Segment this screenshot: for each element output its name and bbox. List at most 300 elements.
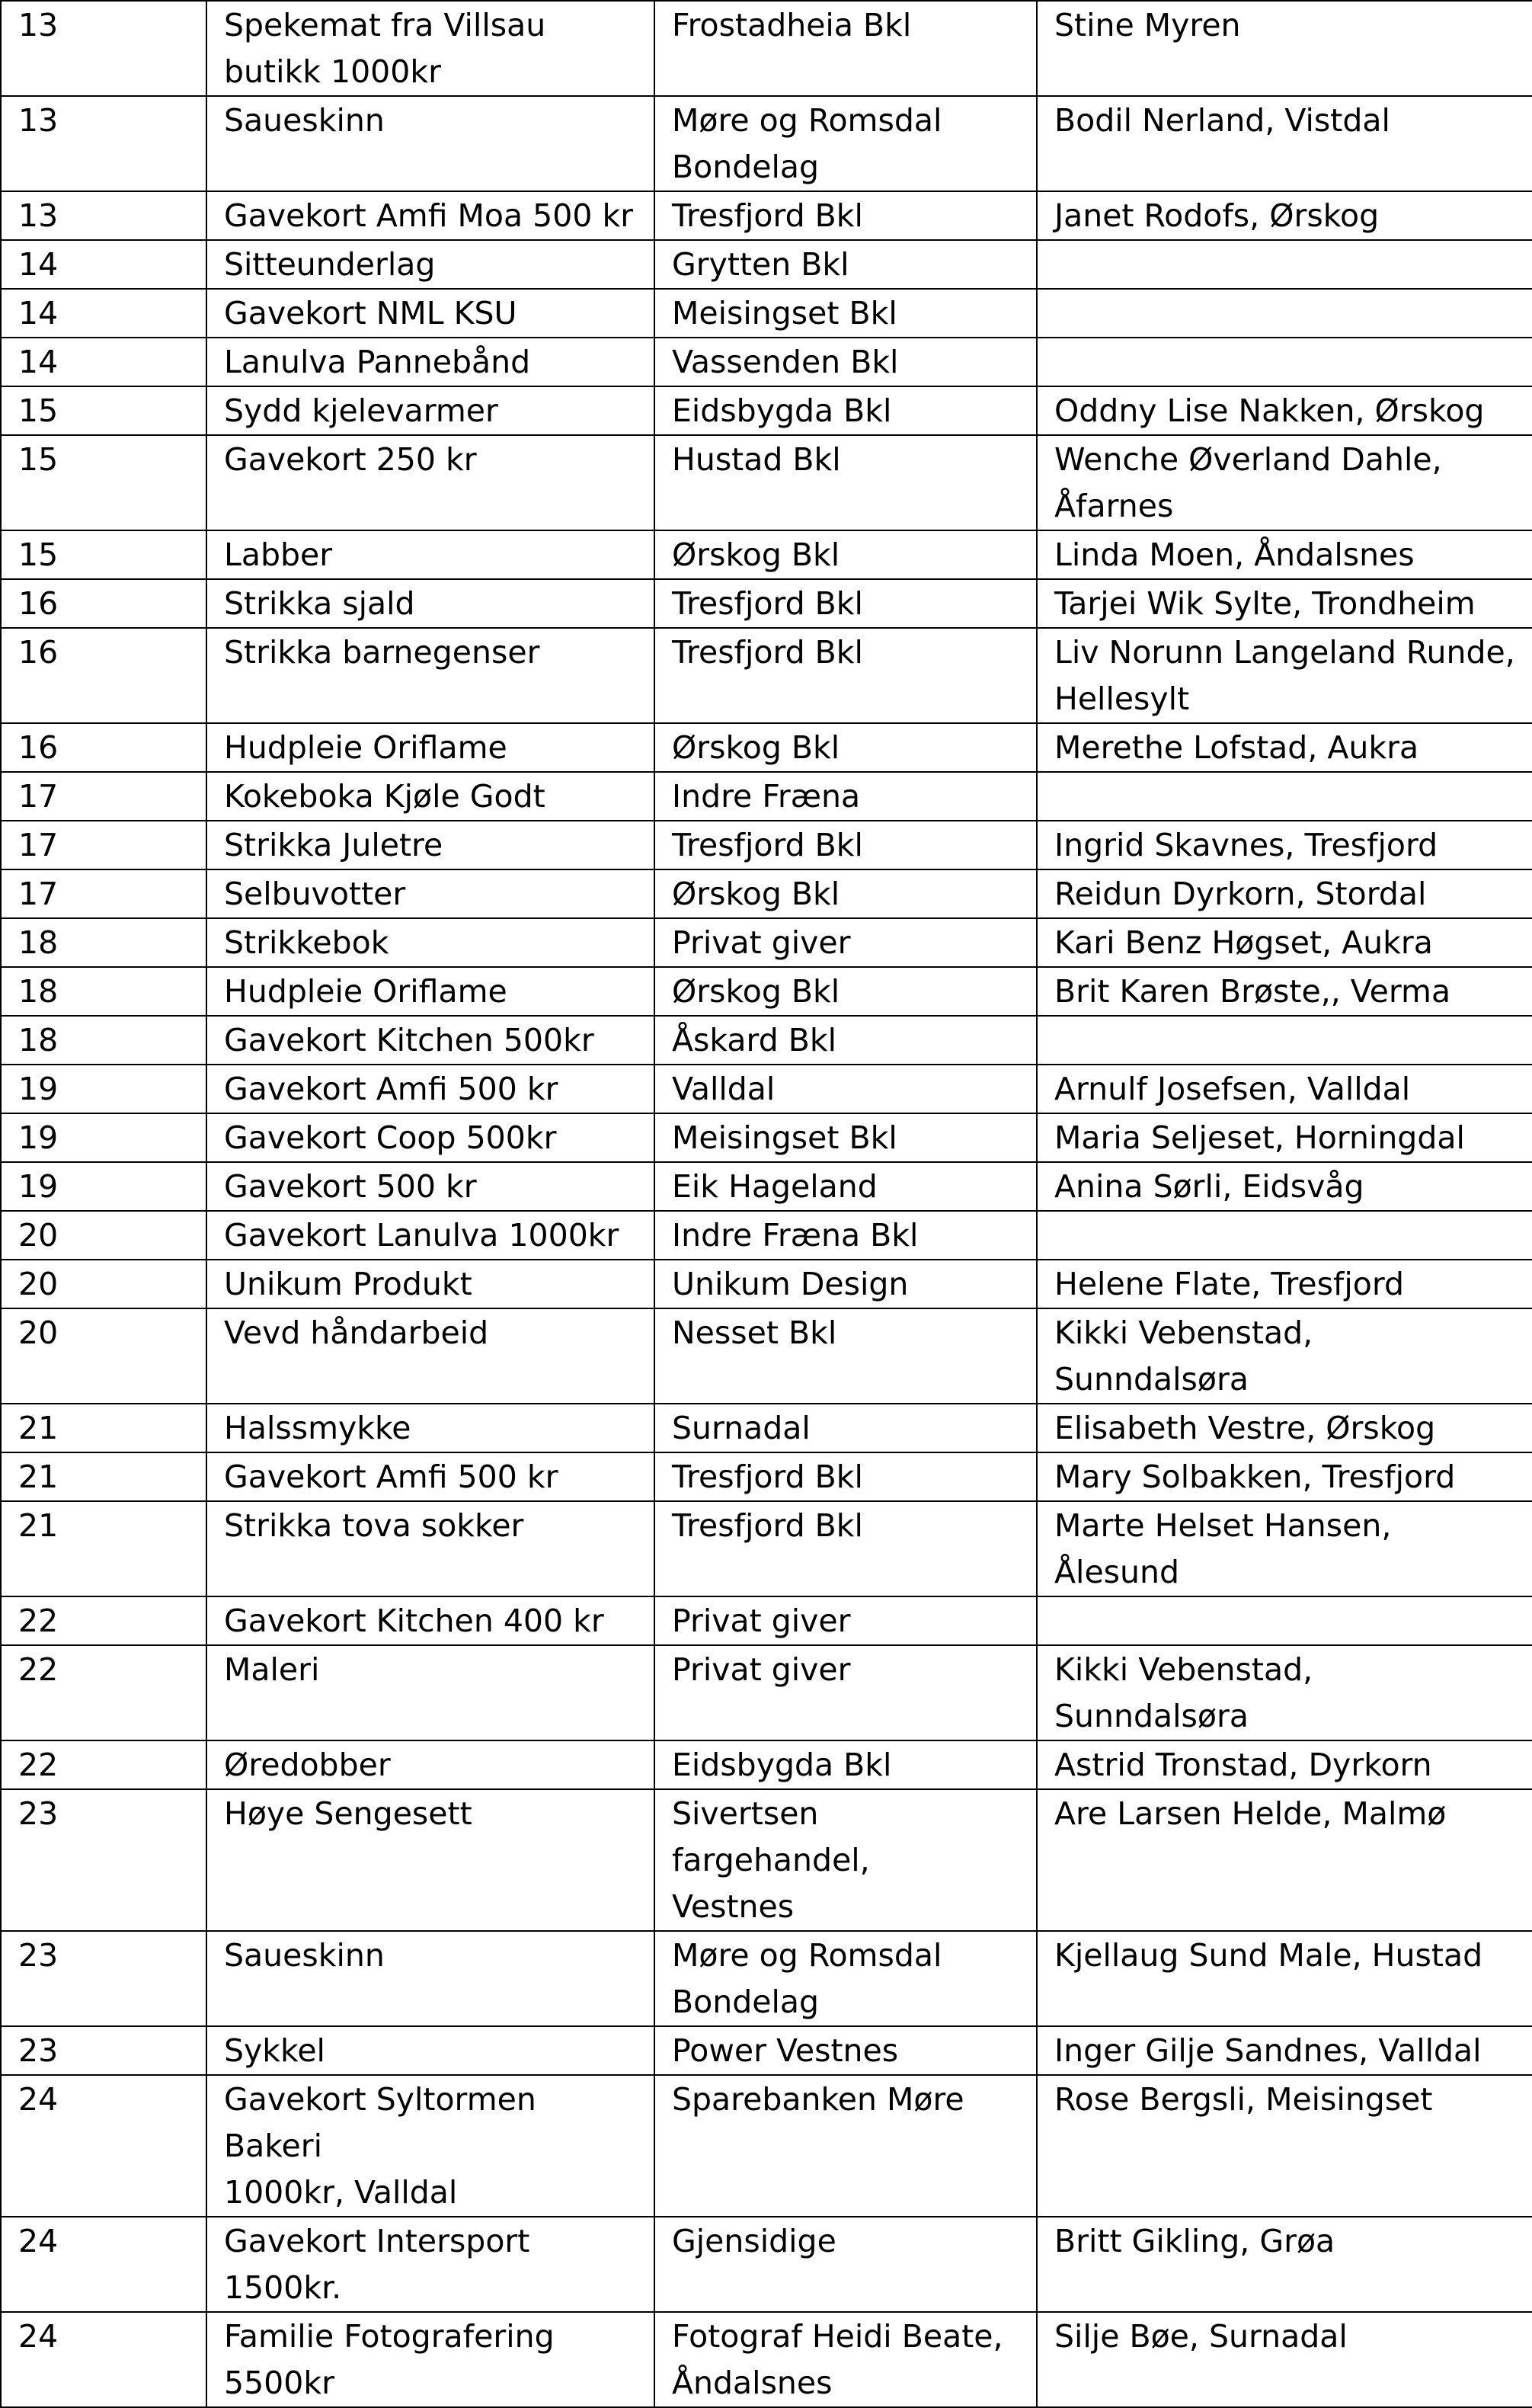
giver-text: Eik Hageland bbox=[672, 1168, 878, 1205]
table-row bbox=[1, 1065, 1532, 1113]
prize-text: Strikkebok bbox=[224, 924, 389, 961]
prize-cell bbox=[206, 191, 654, 240]
winner-cell bbox=[1037, 1501, 1532, 1596]
winner-text: Kikki Vebenstad, Sunndalsøra bbox=[1054, 1651, 1313, 1734]
giver-text: Ørskog Bkl bbox=[672, 729, 840, 766]
prize-cell bbox=[206, 821, 654, 869]
table-row bbox=[1, 628, 1532, 723]
prize-cell bbox=[206, 1, 654, 96]
day-cell bbox=[1, 1931, 206, 2026]
winner-text: Åfarnes bbox=[1054, 488, 1174, 524]
prize-text: Gavekort Lanulva 1000kr bbox=[224, 1217, 619, 1254]
prize-cell bbox=[206, 1016, 654, 1065]
prize-cell bbox=[206, 338, 654, 386]
winner-text: Liv Norunn Langeland Runde, bbox=[1054, 634, 1515, 671]
table-row bbox=[1, 386, 1532, 435]
prize-text: Strikka tova sokker bbox=[224, 1507, 524, 1544]
winner-cell bbox=[1037, 1, 1532, 96]
day-cell bbox=[1, 772, 206, 821]
winner-cell bbox=[1037, 1308, 1532, 1404]
day-cell bbox=[1, 386, 206, 435]
prize-text: Strikka barnegenser bbox=[224, 634, 540, 671]
prize-text: Saueskinn bbox=[224, 1937, 385, 1974]
giver-cell bbox=[654, 1452, 1037, 1501]
winner-cell bbox=[1037, 1789, 1532, 1931]
giver-cell bbox=[654, 821, 1037, 869]
prize-cell bbox=[206, 1740, 654, 1789]
winner-text: Oddny Lise Nakken, Ørskog bbox=[1054, 392, 1485, 429]
prize-text: butikk 1000kr bbox=[224, 53, 441, 90]
prize-cell bbox=[206, 2312, 654, 2407]
day-text: 17 bbox=[18, 876, 59, 912]
winner-text: Elisabeth Vestre, Ørskog bbox=[1054, 1410, 1436, 1446]
giver-text: Møre og Romsdal bbox=[672, 1937, 942, 1974]
day-text: 19 bbox=[18, 1071, 59, 1107]
day-cell bbox=[1, 191, 206, 240]
giver-cell bbox=[654, 1260, 1037, 1308]
winner-text: Anina Sørli, Eidsvåg bbox=[1054, 1168, 1364, 1205]
winner-cell bbox=[1037, 1113, 1532, 1162]
day-cell bbox=[1, 1404, 206, 1452]
winner-cell bbox=[1037, 869, 1532, 918]
day-cell bbox=[1, 1016, 206, 1065]
prize-cell bbox=[206, 1211, 654, 1260]
giver-cell bbox=[654, 240, 1037, 289]
day-text: 22 bbox=[18, 1603, 59, 1639]
day-cell bbox=[1, 1211, 206, 1260]
giver-cell bbox=[654, 1596, 1037, 1645]
winner-cell bbox=[1037, 1260, 1532, 1308]
giver-cell bbox=[654, 435, 1037, 530]
giver-text: Tresfjord Bkl bbox=[672, 827, 863, 863]
prize-cell bbox=[206, 1260, 654, 1308]
giver-cell bbox=[654, 1740, 1037, 1789]
winner-cell bbox=[1037, 1016, 1532, 1065]
day-text: 20 bbox=[18, 1217, 59, 1254]
prize-text: Gavekort Kitchen 500kr bbox=[224, 1022, 594, 1058]
day-text: 13 bbox=[18, 102, 59, 139]
prize-cell bbox=[206, 1065, 654, 1113]
day-text: 13 bbox=[18, 197, 59, 234]
day-text: 19 bbox=[18, 1168, 59, 1205]
day-cell bbox=[1, 2075, 206, 2217]
giver-text: Sparebanken Møre bbox=[672, 2081, 964, 2118]
giver-text: Åndalsnes bbox=[672, 2365, 833, 2401]
giver-text: Valldal bbox=[672, 1071, 776, 1107]
day-text: 15 bbox=[18, 441, 59, 478]
giver-text: Åskard Bkl bbox=[672, 1022, 837, 1058]
winner-cell bbox=[1037, 1740, 1532, 1789]
winner-text: Mary Solbakken, Tresfjord bbox=[1054, 1459, 1456, 1495]
winner-text: Tarjei Wik Sylte, Trondheim bbox=[1054, 585, 1476, 622]
table-row bbox=[1, 530, 1532, 579]
day-text: 21 bbox=[18, 1507, 59, 1544]
table-row bbox=[1, 967, 1532, 1016]
day-text: 24 bbox=[18, 2081, 59, 2118]
prize-cell bbox=[206, 1162, 654, 1211]
prize-text: Halssmykke bbox=[224, 1410, 411, 1446]
giver-cell bbox=[654, 628, 1037, 723]
winner-cell bbox=[1037, 2075, 1532, 2217]
winner-cell bbox=[1037, 435, 1532, 530]
prize-cell bbox=[206, 772, 654, 821]
giver-cell bbox=[654, 967, 1037, 1016]
giver-text: Sivertsen fargehandel, bbox=[672, 1795, 870, 1878]
day-cell bbox=[1, 240, 206, 289]
giver-cell bbox=[654, 2217, 1037, 2312]
prize-text: Sitteunderlag bbox=[224, 246, 436, 283]
giver-cell bbox=[654, 1501, 1037, 1596]
prize-text: Gavekort Kitchen 400 kr bbox=[224, 1603, 604, 1639]
table-row bbox=[1, 1501, 1532, 1596]
giver-text: Tresfjord Bkl bbox=[672, 1507, 863, 1544]
winner-cell bbox=[1037, 1931, 1532, 2026]
giver-text: Eidsbygda Bkl bbox=[672, 1747, 892, 1783]
giver-text: Vassenden Bkl bbox=[672, 344, 899, 380]
prize-text: Kokeboka Kjøle Godt bbox=[224, 778, 545, 815]
prize-cell bbox=[206, 1501, 654, 1596]
winner-text: Linda Moen, Åndalsnes bbox=[1054, 536, 1415, 573]
prize-cell bbox=[206, 435, 654, 530]
winner-cell bbox=[1037, 1404, 1532, 1452]
day-text: 15 bbox=[18, 536, 59, 573]
winner-cell bbox=[1037, 628, 1532, 723]
prize-text: Familie Fotografering bbox=[224, 2318, 555, 2355]
day-text: 14 bbox=[18, 246, 59, 283]
giver-cell bbox=[654, 1, 1037, 96]
day-text: 17 bbox=[18, 778, 59, 815]
prize-cell bbox=[206, 1931, 654, 2026]
winner-cell bbox=[1037, 530, 1532, 579]
giver-cell bbox=[654, 1211, 1037, 1260]
day-cell bbox=[1, 1, 206, 96]
table-row bbox=[1, 1789, 1532, 1931]
day-cell bbox=[1, 2217, 206, 2312]
table-row bbox=[1, 723, 1532, 772]
day-text: 18 bbox=[18, 1022, 59, 1058]
giver-cell bbox=[654, 869, 1037, 918]
table-row bbox=[1, 1931, 1532, 2026]
table-row bbox=[1, 2312, 1532, 2407]
prize-text: Sydd kjelevarmer bbox=[224, 392, 498, 429]
giver-text: Privat giver bbox=[672, 1603, 851, 1639]
giver-text: Unikum Design bbox=[672, 1266, 909, 1302]
table-row bbox=[1, 435, 1532, 530]
day-text: 14 bbox=[18, 295, 59, 331]
winner-cell bbox=[1037, 821, 1532, 869]
giver-text: Frostadheia Bkl bbox=[672, 7, 912, 43]
giver-cell bbox=[654, 386, 1037, 435]
day-cell bbox=[1, 1501, 206, 1596]
winner-text: Bodil Nerland, Vistdal bbox=[1054, 102, 1390, 139]
winner-cell bbox=[1037, 386, 1532, 435]
winner-text: Brit Karen Brøste,, Verma bbox=[1054, 973, 1451, 1010]
day-text: 17 bbox=[18, 827, 59, 863]
prize-cell bbox=[206, 289, 654, 338]
table-row bbox=[1, 1308, 1532, 1404]
giver-text: Privat giver bbox=[672, 924, 851, 961]
prize-cell bbox=[206, 2217, 654, 2312]
giver-text: Nesset Bkl bbox=[672, 1314, 837, 1351]
giver-text: Indre Fræna Bkl bbox=[672, 1217, 919, 1254]
day-text: 19 bbox=[18, 1119, 59, 1156]
prize-cell bbox=[206, 628, 654, 723]
day-text: 18 bbox=[18, 924, 59, 961]
winner-cell bbox=[1037, 772, 1532, 821]
giver-text: Ørskog Bkl bbox=[672, 973, 840, 1010]
giver-text: Fotograf Heidi Beate, bbox=[672, 2318, 1003, 2355]
winner-cell bbox=[1037, 1211, 1532, 1260]
prize-text: Labber bbox=[224, 536, 333, 573]
prize-text: 1500kr. bbox=[224, 2269, 342, 2306]
prize-cell bbox=[206, 723, 654, 772]
winner-text: Stine Myren bbox=[1054, 7, 1241, 43]
day-cell bbox=[1, 1260, 206, 1308]
giver-text: Grytten Bkl bbox=[672, 246, 849, 283]
day-text: 20 bbox=[18, 1266, 59, 1302]
prize-cell bbox=[206, 967, 654, 1016]
winner-text: Britt Gikling, Grøa bbox=[1054, 2223, 1335, 2259]
giver-cell bbox=[654, 191, 1037, 240]
table-row bbox=[1, 338, 1532, 386]
prize-cell bbox=[206, 869, 654, 918]
winner-text: Silje Bøe, Surnadal bbox=[1054, 2318, 1348, 2355]
day-cell bbox=[1, 530, 206, 579]
prize-cell bbox=[206, 96, 654, 191]
giver-cell bbox=[654, 1113, 1037, 1162]
prize-text: Vevd håndarbeid bbox=[224, 1314, 489, 1351]
giver-cell bbox=[654, 1789, 1037, 1931]
giver-text: Vestnes bbox=[672, 1888, 795, 1925]
winner-text: Are Larsen Helde, Malmø bbox=[1054, 1795, 1447, 1832]
winner-text: Arnulf Josefsen, Valldal bbox=[1054, 1071, 1411, 1107]
day-text: 16 bbox=[18, 634, 59, 671]
day-cell bbox=[1, 579, 206, 628]
prize-cell bbox=[206, 386, 654, 435]
giver-text: Indre Fræna bbox=[672, 778, 861, 815]
giver-text: Tresfjord Bkl bbox=[672, 585, 863, 622]
giver-cell bbox=[654, 530, 1037, 579]
winner-cell bbox=[1037, 338, 1532, 386]
table-row bbox=[1, 579, 1532, 628]
giver-cell bbox=[654, 723, 1037, 772]
table-row bbox=[1, 240, 1532, 289]
day-text: 20 bbox=[18, 1314, 59, 1351]
table-row bbox=[1, 1260, 1532, 1308]
giver-text: Hustad Bkl bbox=[672, 441, 841, 478]
day-text: 13 bbox=[18, 7, 59, 43]
day-cell bbox=[1, 435, 206, 530]
prize-text: Gavekort 250 kr bbox=[224, 441, 477, 478]
prize-text: Gavekort Amfi Moa 500 kr bbox=[224, 197, 634, 234]
prize-cell bbox=[206, 1596, 654, 1645]
giver-text: Bondelag bbox=[672, 149, 819, 185]
prize-text: Høye Sengesett bbox=[224, 1795, 472, 1832]
day-text: 18 bbox=[18, 973, 59, 1010]
giver-text: Surnadal bbox=[672, 1410, 811, 1446]
prize-cell bbox=[206, 2026, 654, 2075]
day-text: 23 bbox=[18, 1937, 59, 1974]
day-cell bbox=[1, 918, 206, 967]
winner-text: Maria Seljeset, Horningdal bbox=[1054, 1119, 1465, 1156]
prize-text: Strikka Juletre bbox=[224, 827, 443, 863]
giver-cell bbox=[654, 1645, 1037, 1740]
table-row bbox=[1, 1016, 1532, 1065]
giver-cell bbox=[654, 1016, 1037, 1065]
giver-text: Tresfjord Bkl bbox=[672, 1459, 863, 1495]
giver-cell bbox=[654, 772, 1037, 821]
winner-cell bbox=[1037, 1452, 1532, 1501]
day-text: 16 bbox=[18, 585, 59, 622]
day-cell bbox=[1, 1596, 206, 1645]
winner-text: Wenche Øverland Dahle, bbox=[1054, 441, 1442, 478]
prize-text: Gavekort Amfi 500 kr bbox=[224, 1071, 558, 1107]
giver-text: Meisingset Bkl bbox=[672, 295, 897, 331]
giver-text: Ørskog Bkl bbox=[672, 536, 840, 573]
day-cell bbox=[1, 1308, 206, 1404]
table-row bbox=[1, 1645, 1532, 1740]
winner-text: Merethe Lofstad, Aukra bbox=[1054, 729, 1419, 766]
table-row bbox=[1, 1596, 1532, 1645]
prize-text: Øredobber bbox=[224, 1747, 391, 1783]
table-row bbox=[1, 1, 1532, 96]
prize-text: Gavekort NML KSU bbox=[224, 295, 517, 331]
day-cell bbox=[1, 289, 206, 338]
prize-table-body bbox=[1, 1, 1532, 2407]
table-row bbox=[1, 1113, 1532, 1162]
prize-cell bbox=[206, 1645, 654, 1740]
table-row bbox=[1, 772, 1532, 821]
winner-cell bbox=[1037, 2217, 1532, 2312]
giver-cell bbox=[654, 1308, 1037, 1404]
day-text: 14 bbox=[18, 344, 59, 380]
giver-cell bbox=[654, 2026, 1037, 2075]
prize-cell bbox=[206, 1308, 654, 1404]
table-row bbox=[1, 1211, 1532, 1260]
winner-text: Kjellaug Sund Male, Hustad bbox=[1054, 1937, 1483, 1974]
prize-cell bbox=[206, 240, 654, 289]
day-cell bbox=[1, 1162, 206, 1211]
prize-text: Gavekort 500 kr bbox=[224, 1168, 477, 1205]
winner-text: Kari Benz Høgset, Aukra bbox=[1054, 924, 1433, 961]
prize-cell bbox=[206, 1113, 654, 1162]
prize-text: Hudpleie Oriflame bbox=[224, 729, 507, 766]
prize-text: 5500kr bbox=[224, 2365, 334, 2401]
day-text: 22 bbox=[18, 1651, 59, 1688]
day-cell bbox=[1, 821, 206, 869]
winner-text: Ålesund bbox=[1054, 1554, 1180, 1590]
winner-text: Inger Gilje Sandnes, Valldal bbox=[1054, 2032, 1482, 2069]
table-row bbox=[1, 1162, 1532, 1211]
winner-text: Kikki Vebenstad, Sunndalsøra bbox=[1054, 1314, 1313, 1398]
prize-cell bbox=[206, 918, 654, 967]
prize-cell bbox=[206, 530, 654, 579]
winner-cell bbox=[1037, 2312, 1532, 2407]
day-cell bbox=[1, 96, 206, 191]
winner-cell bbox=[1037, 2026, 1532, 2075]
prize-text: Maleri bbox=[224, 1651, 320, 1688]
prize-text: Spekemat fra Villsau bbox=[224, 7, 546, 43]
table-row bbox=[1, 2075, 1532, 2217]
day-cell bbox=[1, 1113, 206, 1162]
winner-cell bbox=[1037, 1645, 1532, 1740]
giver-cell bbox=[654, 96, 1037, 191]
prize-text: Lanulva Pannebånd bbox=[224, 344, 531, 380]
giver-cell bbox=[654, 338, 1037, 386]
winner-cell bbox=[1037, 289, 1532, 338]
prize-text: Gavekort Syltormen Bakeri bbox=[224, 2081, 536, 2164]
prize-text: Strikka sjald bbox=[224, 585, 415, 622]
day-text: 15 bbox=[18, 392, 59, 429]
day-text: 21 bbox=[18, 1410, 59, 1446]
day-cell bbox=[1, 1645, 206, 1740]
winner-cell bbox=[1037, 191, 1532, 240]
table-row bbox=[1, 1452, 1532, 1501]
giver-cell bbox=[654, 1931, 1037, 2026]
giver-text: Privat giver bbox=[672, 1651, 851, 1688]
giver-text: Tresfjord Bkl bbox=[672, 197, 863, 234]
prize-text: Unikum Produkt bbox=[224, 1266, 472, 1302]
prize-cell bbox=[206, 1789, 654, 1931]
day-text: 23 bbox=[18, 2032, 59, 2069]
giver-cell bbox=[654, 1162, 1037, 1211]
giver-cell bbox=[654, 1065, 1037, 1113]
table-row bbox=[1, 191, 1532, 240]
table-row bbox=[1, 1404, 1532, 1452]
giver-cell bbox=[654, 2075, 1037, 2217]
prize-cell bbox=[206, 2075, 654, 2217]
winner-text: Rose Bergsli, Meisingset bbox=[1054, 2081, 1433, 2118]
table-row bbox=[1, 2026, 1532, 2075]
winner-text: Astrid Tronstad, Dyrkorn bbox=[1054, 1747, 1432, 1783]
prize-cell bbox=[206, 1404, 654, 1452]
prize-text: Selbuvotter bbox=[224, 876, 406, 912]
day-cell bbox=[1, 723, 206, 772]
giver-cell bbox=[654, 918, 1037, 967]
day-cell bbox=[1, 967, 206, 1016]
winner-cell bbox=[1037, 918, 1532, 967]
day-cell bbox=[1, 628, 206, 723]
day-text: 16 bbox=[18, 729, 59, 766]
day-text: 23 bbox=[18, 1795, 59, 1832]
day-text: 22 bbox=[18, 1747, 59, 1783]
day-cell bbox=[1, 1065, 206, 1113]
winner-cell bbox=[1037, 579, 1532, 628]
giver-text: Bondelag bbox=[672, 1984, 819, 2020]
prize-text: Gavekort Intersport bbox=[224, 2223, 530, 2259]
giver-text: Eidsbygda Bkl bbox=[672, 392, 892, 429]
winner-cell bbox=[1037, 96, 1532, 191]
winner-text: Hellesylt bbox=[1054, 680, 1190, 717]
winner-cell bbox=[1037, 1162, 1532, 1211]
table-row bbox=[1, 821, 1532, 869]
table-row bbox=[1, 1740, 1532, 1789]
day-cell bbox=[1, 1740, 206, 1789]
table-row bbox=[1, 2217, 1532, 2312]
winner-text: Helene Flate, Tresfjord bbox=[1054, 1266, 1405, 1302]
giver-cell bbox=[654, 289, 1037, 338]
giver-text: Gjensidige bbox=[672, 2223, 836, 2259]
winner-cell bbox=[1037, 723, 1532, 772]
giver-cell bbox=[654, 1404, 1037, 1452]
prize-text: Gavekort Amfi 500 kr bbox=[224, 1459, 558, 1495]
giver-cell bbox=[654, 2312, 1037, 2407]
prize-text: 1000kr, Valldal bbox=[224, 2174, 458, 2211]
day-cell bbox=[1, 2312, 206, 2407]
giver-text: Meisingset Bkl bbox=[672, 1119, 897, 1156]
day-text: 24 bbox=[18, 2318, 59, 2355]
winner-text: Reidun Dyrkorn, Stordal bbox=[1054, 876, 1427, 912]
